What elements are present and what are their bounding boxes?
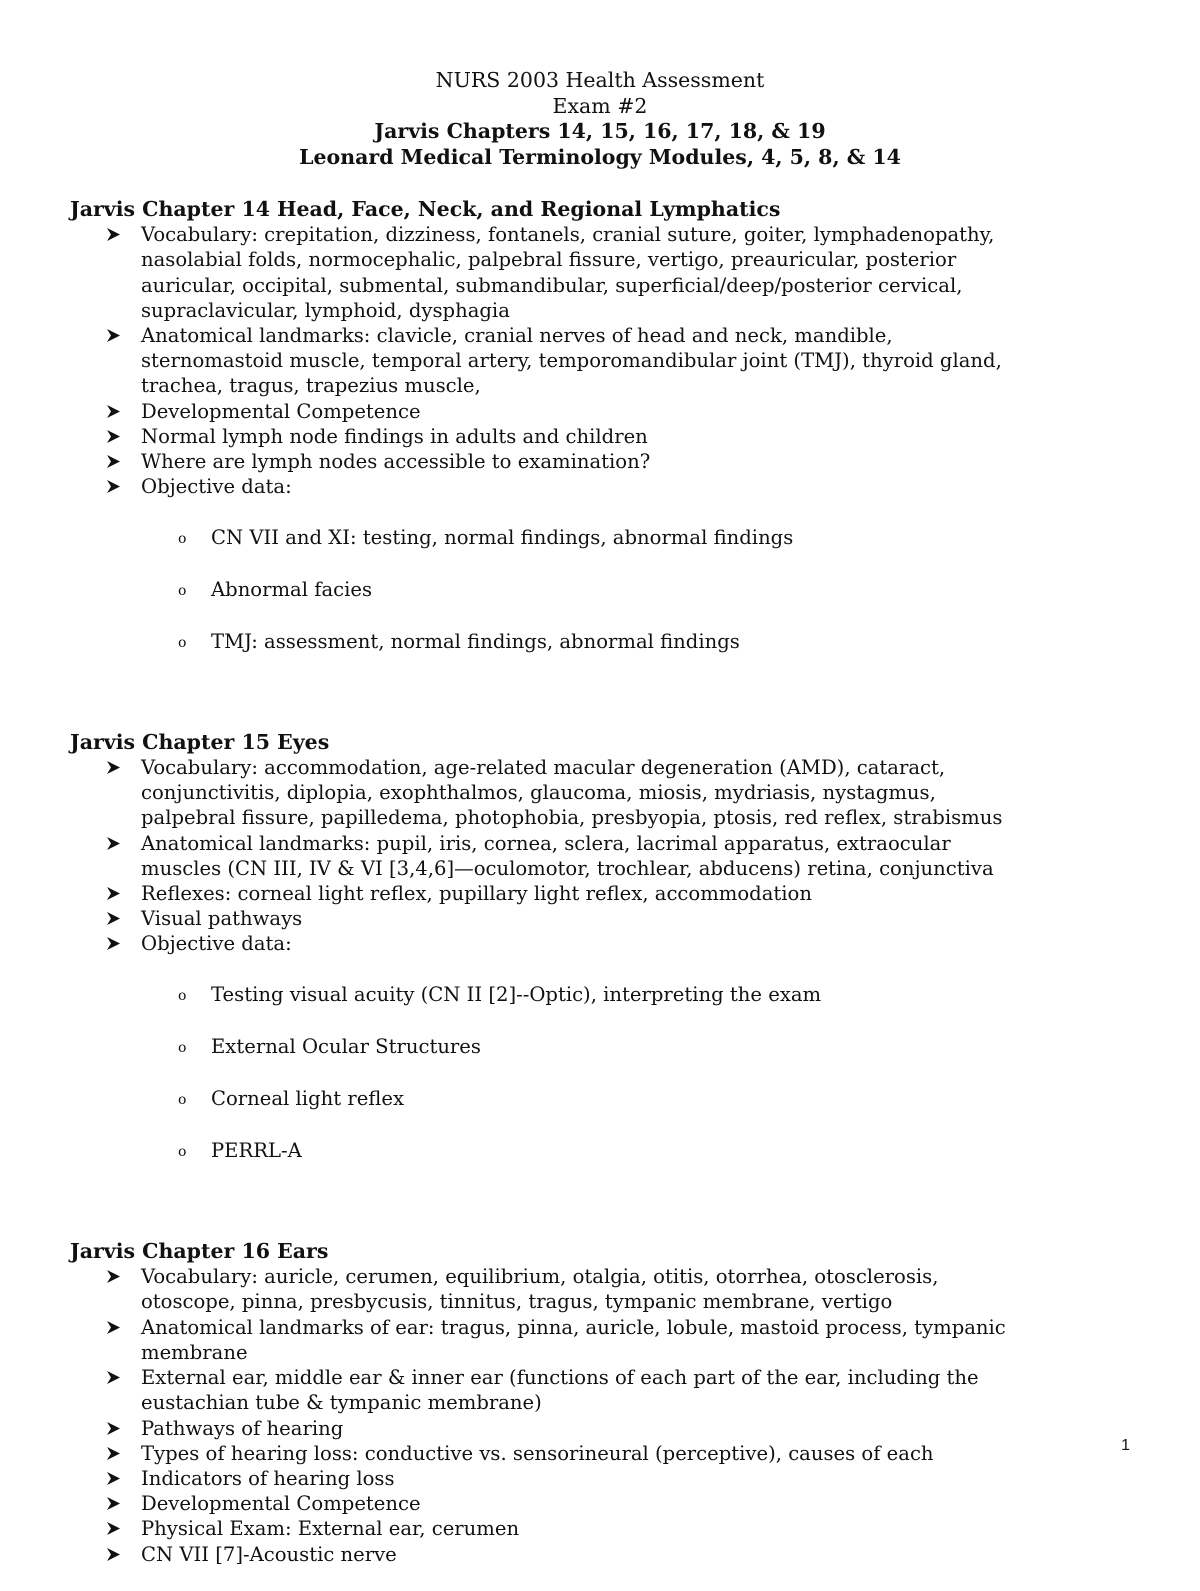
sub-list-item [178, 1138, 1170, 1165]
list-item [141, 931, 1170, 1215]
course-title: NURS 2003 Health Assessment [435, 68, 765, 92]
sub-list-item [178, 629, 1170, 656]
list-item [141, 1491, 1170, 1516]
topic-list [70, 1264, 1170, 1566]
list-item [141, 449, 1170, 474]
list-item [141, 1516, 1170, 1541]
hollow-circle-bullet-icon: o [178, 987, 187, 1004]
list-item [141, 881, 1170, 906]
sub-list-item-text: Abnormal facies [211, 577, 373, 601]
list-item-text: Anatomical landmarks of ear: tragus, pinna, auricle, lobule, mastoid process, tympanic membrane [141, 1315, 1006, 1364]
list-item-text: Pathways of hearing [141, 1416, 344, 1440]
list-item [141, 755, 1170, 831]
arrowhead-bullet-icon [105, 1264, 123, 1289]
list-item-text: Reflexes: corneal light reflex, pupillary light reflex, accommodation [141, 882, 812, 906]
section-heading: Jarvis Chapter 15 Eyes [70, 729, 330, 754]
section-chapter-15 [70, 730, 1170, 1215]
page-number: 1 [1121, 1437, 1130, 1454]
document-header [0, 68, 1200, 170]
list-item [141, 906, 1170, 931]
list-item [141, 1542, 1170, 1567]
topic-list [70, 755, 1170, 1215]
arrowhead-bullet-icon [105, 1441, 123, 1466]
sub-list-item-text: PERRL-A [211, 1138, 302, 1162]
list-item-text: Developmental Competence [141, 399, 421, 423]
list-item [141, 399, 1170, 424]
list-item-text: Types of hearing loss: conductive vs. sensorineural (perceptive), causes of each [141, 1441, 934, 1465]
arrowhead-bullet-icon [105, 222, 123, 247]
list-item-text: Objective data: [141, 475, 292, 499]
list-item-text: Vocabulary: auricle, cerumen, equilibrium, otalgia, otitis, otorrhea, otosclerosis, otoscope, pinna, presbycusis, tinnitus, tragus, tympanic membrane, vertigo [141, 1265, 939, 1314]
hollow-circle-bullet-icon: o [178, 530, 187, 547]
sub-list-item-text: External Ocular Structures [211, 1034, 481, 1058]
section-chapter-16 [70, 1239, 1170, 1567]
list-item [141, 474, 1170, 706]
arrowhead-bullet-icon [105, 1516, 123, 1541]
list-item-text: Anatomical landmarks: pupil, iris, cornea, sclera, lacrimal apparatus, extraocular muscles (CN III, IV & VI [3,4,6]—oculomotor, trochlear, abducens) retina, conjunctiva [141, 831, 994, 880]
sub-topic-list [141, 957, 1170, 1190]
arrowhead-bullet-icon [105, 323, 123, 348]
list-item-text: CN VII [7]-Acoustic nerve [141, 1542, 397, 1566]
sub-list-item [178, 577, 1170, 604]
list-item-text: Normal lymph node findings in adults and children [141, 424, 648, 448]
topic-list [70, 222, 1170, 706]
list-item-text: Vocabulary: crepitation, dizziness, fontanels, cranial suture, goiter, lymphadenopathy, nasolabial folds, normocephalic, palpebral fissure, vertigo, preauricular, posterior auricular, occipital, submental, submandibular, superficial/deep/posterior cervical, supraclavicular, lymphoid, dysphagia [141, 223, 995, 322]
hollow-circle-bullet-icon: o [178, 1091, 187, 1108]
arrowhead-bullet-icon [105, 755, 123, 780]
arrowhead-bullet-icon [105, 399, 123, 424]
list-item [141, 222, 1170, 323]
hollow-circle-bullet-icon: o [178, 634, 187, 651]
sub-list-item [178, 525, 1170, 552]
sub-list-item [178, 1086, 1170, 1113]
list-item [141, 831, 1170, 881]
list-item-text: Indicators of hearing loss [141, 1466, 395, 1490]
list-item-text: Vocabulary: accommodation, age-related macular degeneration (AMD), cataract, conjunctivitis, diplopia, exophthalmos, glaucoma, miosis, mydriasis, nystagmus, palpebral fissure, papilledema, photophobia, presbyopia, ptosis, red reflex, strabismus [141, 756, 1003, 830]
sub-list-item-text: CN VII and XI: testing, normal findings, abnormal findings [211, 525, 794, 549]
arrowhead-bullet-icon [105, 1365, 123, 1390]
arrowhead-bullet-icon [105, 1416, 123, 1441]
list-item [141, 1264, 1170, 1314]
sub-list-item [178, 1034, 1170, 1061]
hollow-circle-bullet-icon: o [178, 582, 187, 599]
arrowhead-bullet-icon [105, 881, 123, 906]
arrowhead-bullet-icon [105, 1315, 123, 1340]
list-item [141, 1365, 1170, 1415]
arrowhead-bullet-icon [105, 906, 123, 931]
sub-list-item [178, 982, 1170, 1009]
study-guide-content [70, 197, 1170, 1591]
arrowhead-bullet-icon [105, 424, 123, 449]
section-heading: Jarvis Chapter 16 Ears [70, 1239, 329, 1264]
list-item-text: Visual pathways [141, 907, 303, 931]
sub-list-item-text: Corneal light reflex [211, 1086, 405, 1110]
hollow-circle-bullet-icon: o [178, 1039, 187, 1056]
sub-list-item-text: TMJ: assessment, normal findings, abnormal findings [211, 629, 740, 653]
arrowhead-bullet-icon [105, 1542, 123, 1567]
arrowhead-bullet-icon [105, 931, 123, 956]
list-item-text: Physical Exam: External ear, cerumen [141, 1517, 520, 1541]
arrowhead-bullet-icon [105, 1491, 123, 1516]
arrowhead-bullet-icon [105, 474, 123, 499]
list-item [141, 424, 1170, 449]
list-item [141, 1466, 1170, 1491]
list-item-text: Where are lymph nodes accessible to examination? [141, 450, 651, 474]
section-heading: Jarvis Chapter 14 Head, Face, Neck, and Regional Lymphatics [70, 197, 781, 221]
arrowhead-bullet-icon [105, 1466, 123, 1491]
list-item-text: Objective data: [141, 932, 292, 956]
list-item [141, 1441, 1170, 1466]
sub-topic-list [141, 499, 1170, 680]
list-item [141, 1416, 1170, 1441]
sub-list-item-text: Testing visual acuity (CN II [2]--Optic), interpreting the exam [211, 982, 822, 1006]
arrowhead-bullet-icon [105, 449, 123, 474]
section-chapter-14 [70, 197, 1170, 706]
leonard-modules-title: Leonard Medical Terminology Modules, 4, 5, 8, & 14 [299, 144, 901, 169]
list-item [141, 1315, 1170, 1365]
list-item-text: External ear, middle ear & inner ear (functions of each part of the ear, including the eustachian tube & tympanic membrane) [141, 1366, 979, 1415]
list-item-text: Developmental Competence [141, 1492, 421, 1516]
list-item [141, 323, 1170, 399]
jarvis-chapters-title: Jarvis Chapters 14, 15, 16, 17, 18, & 19 [374, 119, 826, 143]
hollow-circle-bullet-icon: o [178, 1143, 187, 1160]
exam-title: Exam #2 [552, 93, 648, 118]
arrowhead-bullet-icon [105, 831, 123, 856]
list-item-text: Anatomical landmarks: clavicle, cranial nerves of head and neck, mandible, sternomastoid muscle, temporal artery, temporomandibular joint (TMJ), thyroid gland, trachea, tragus, trapezius muscle, [141, 324, 1002, 398]
